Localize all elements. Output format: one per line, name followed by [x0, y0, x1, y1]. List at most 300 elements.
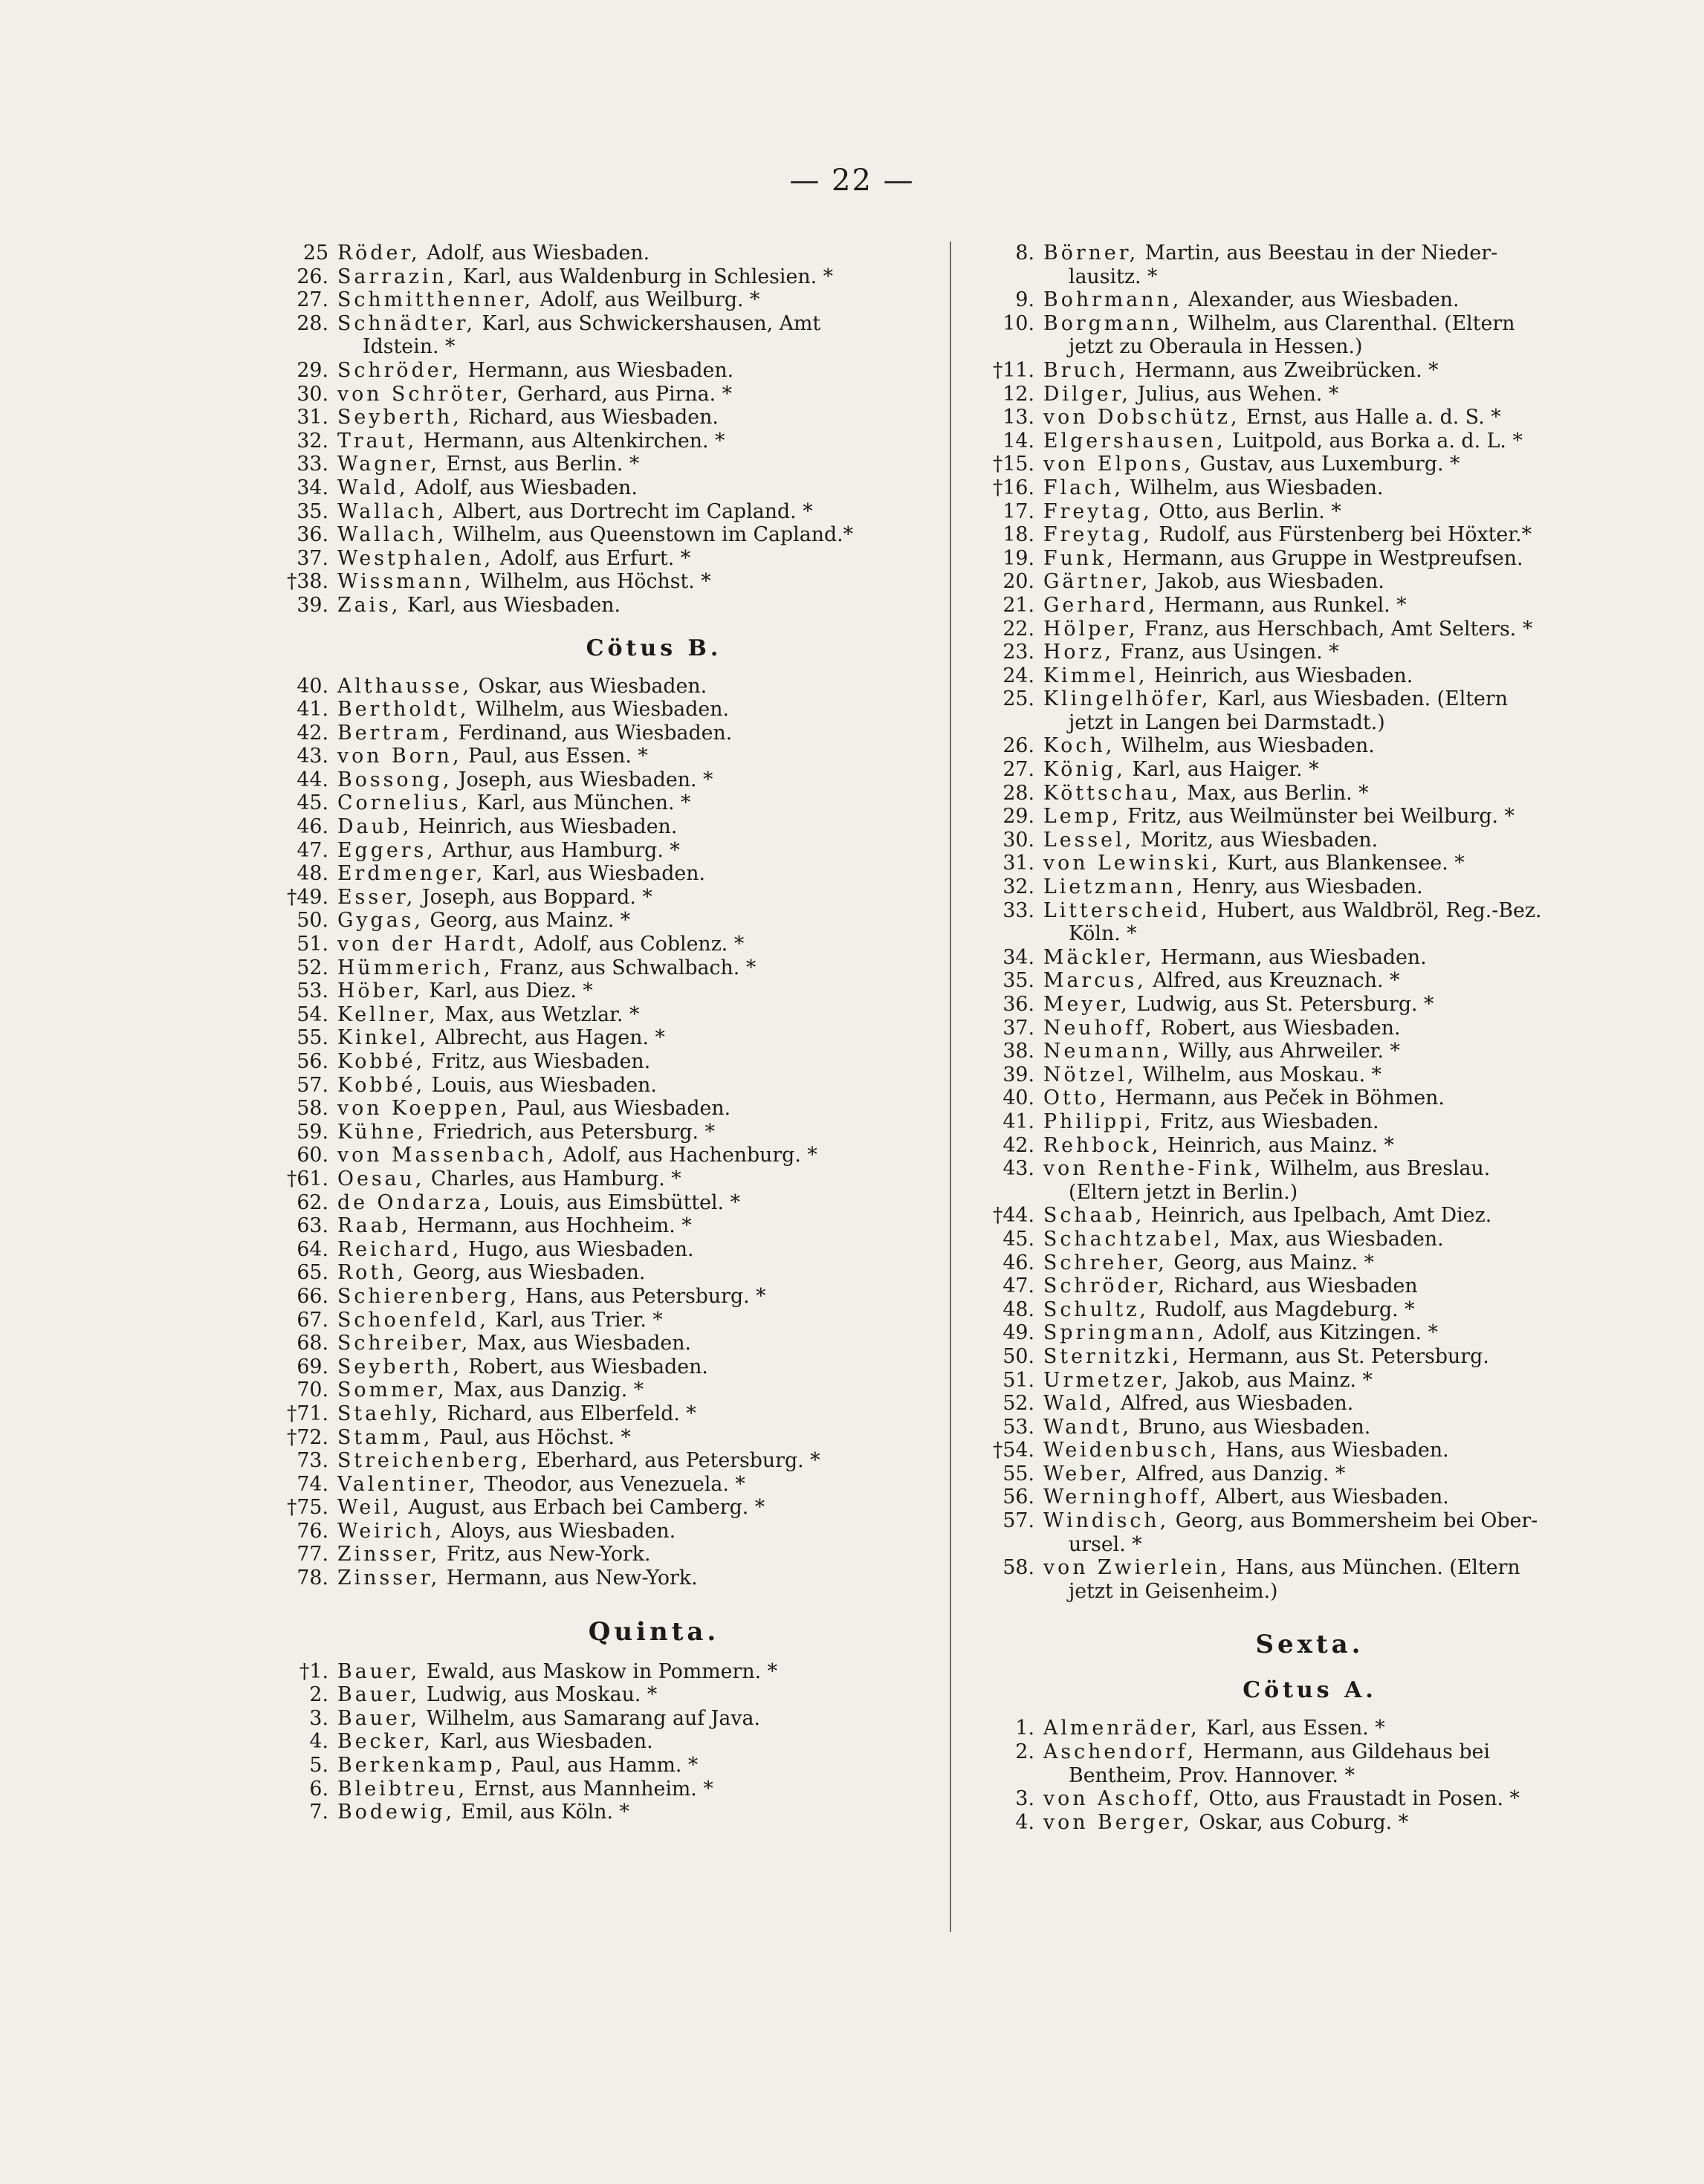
entry-text: [1043, 570, 1631, 594]
entry-text: [1043, 664, 1631, 688]
entry-number: 76.: [297, 1519, 328, 1543]
list-item: [988, 641, 1631, 664]
list-item: [988, 1134, 1631, 1158]
entry-number: 42.: [297, 721, 328, 745]
entry-text: [337, 956, 1026, 980]
entry-text: [1043, 618, 1631, 641]
list-item: [988, 1416, 1631, 1439]
student-details: Heinrich, aus Ipelbach, Amt Diez.: [1144, 1204, 1492, 1228]
student-list: [282, 1660, 1026, 1824]
list-item: [282, 1520, 1026, 1543]
entry-text: [337, 1167, 1026, 1191]
student-details: Hermann, aus St. Petersburg.: [1181, 1344, 1489, 1368]
student-details: Jakob, aus Mainz. *: [1170, 1368, 1373, 1392]
list-item: [282, 383, 1026, 406]
student-list: [988, 242, 1631, 1603]
entry-text: [1043, 1345, 1631, 1369]
entry-number: 31.: [1002, 852, 1034, 875]
entry-text: [337, 523, 1026, 547]
entry-number: 63.: [297, 1214, 328, 1238]
student-details: Hermann, aus New-York.: [440, 1566, 698, 1590]
entry-number: 43.: [297, 745, 328, 768]
entry-text: [1043, 430, 1631, 453]
list-item: [988, 1392, 1631, 1416]
list-item: [282, 675, 1026, 699]
student-details: Emil, aus Köln. *: [455, 1801, 629, 1824]
student-name: Hümmerich,: [337, 956, 493, 979]
list-item: [988, 1086, 1631, 1110]
student-details: Heinrich, aus Wiesbaden.: [1147, 664, 1413, 687]
list-item-continuation: [988, 1580, 1631, 1604]
entry-number: 58.: [297, 1097, 328, 1121]
student-name: von Schröter,: [337, 382, 511, 406]
entry-number: 55.: [297, 1026, 328, 1050]
student-details: Adolf, aus Erfurt. *: [493, 546, 691, 570]
student-details: Paul, aus Essen. *: [461, 745, 648, 768]
left-column: [282, 242, 1026, 1824]
entry-number: 27.: [297, 288, 328, 312]
student-details: Hermann, aus Wiesbaden.: [461, 358, 734, 382]
entry-number: 12.: [1002, 382, 1034, 406]
entry-text: [1043, 1228, 1631, 1251]
list-item: [988, 1439, 1631, 1462]
student-details: Hermann, aus Gildehaus bei: [1196, 1740, 1490, 1764]
student-details: Hermann, aus Zweibrücken. *: [1128, 358, 1439, 382]
student-details: Max, aus Danzig. *: [447, 1378, 644, 1402]
entry-text: [337, 933, 1026, 956]
entry-text: [337, 312, 1026, 336]
entry-text: [1043, 782, 1631, 806]
student-name: Wald,: [1043, 1392, 1115, 1416]
student-name: Staehly,: [337, 1402, 441, 1425]
entry-text: [337, 1566, 1026, 1590]
list-item-continuation: [988, 1764, 1631, 1788]
list-item: [282, 1050, 1026, 1074]
student-name: Kellner,: [337, 1002, 438, 1026]
student-name: Klingelhöfer,: [1043, 687, 1211, 711]
entry-text: [337, 909, 1026, 933]
student-name: Schnädter,: [337, 311, 476, 335]
entry-number: 41.: [1002, 1109, 1034, 1133]
list-item: [988, 1321, 1631, 1345]
student-name: Kimmel,: [1043, 664, 1148, 687]
student-name: Bohrmann,: [1043, 288, 1182, 312]
entry-text: [337, 815, 1026, 839]
student-name: Werninghoff,: [1043, 1485, 1210, 1509]
student-name: Nötzel,: [1043, 1063, 1137, 1086]
list-item: [988, 1274, 1631, 1298]
student-details: Adolf, aus Hachenburg. *: [557, 1144, 817, 1167]
list-item: [988, 476, 1631, 500]
student-name: von Aschoff,: [1043, 1787, 1202, 1811]
entry-text: [1043, 1764, 1631, 1788]
student-details: Julius, aus Wehen. *: [1131, 382, 1339, 406]
entry-number: 33.: [297, 453, 328, 476]
student-details: Paul, aus Hamm. *: [505, 1754, 699, 1778]
list-item: [988, 1017, 1631, 1040]
list-item: [988, 875, 1631, 899]
list-item: [282, 1378, 1026, 1402]
student-details: Ferdinand, aus Wiesbaden.: [451, 721, 733, 745]
entry-text: [1043, 993, 1631, 1017]
student-details: Fritz, aus Wiesbaden.: [425, 1050, 651, 1073]
student-details: Fritz, aus New-York.: [440, 1543, 651, 1566]
student-details: Adolf, aus Kitzingen. *: [1206, 1321, 1438, 1345]
entry-text: [1043, 359, 1631, 383]
list-item-continuation: [988, 1533, 1631, 1557]
student-name: Schultz,: [1043, 1297, 1149, 1321]
student-name: Meyer,: [1043, 993, 1130, 1016]
entry-number: 27.: [1002, 758, 1034, 782]
list-item: [282, 1426, 1026, 1450]
student-name: Elgershausen,: [1043, 429, 1226, 453]
list-item: [282, 453, 1026, 476]
entry-text: [1043, 946, 1631, 970]
student-details: Ernst, aus Mannheim. *: [467, 1777, 713, 1801]
student-name: Schaab,: [1043, 1204, 1145, 1228]
student-name: Marcus,: [1043, 969, 1147, 993]
student-details: Ernst, aus Halle a. d. S. *: [1240, 406, 1501, 430]
entry-text: [337, 430, 1026, 453]
list-item: [282, 815, 1026, 839]
student-name: Wissmann,: [337, 570, 474, 594]
student-name: Reichard,: [337, 1237, 462, 1261]
student-name: Kobbé,: [337, 1073, 426, 1097]
student-details: Charles, aus Hamburg. *: [424, 1167, 681, 1190]
student-name: Kühne,: [337, 1120, 427, 1144]
list-item: [282, 1309, 1026, 1332]
list-item: [988, 1110, 1631, 1134]
entry-text: [1043, 1063, 1631, 1087]
entry-number: 5.: [309, 1754, 328, 1778]
entry-text: [337, 839, 1026, 863]
list-item: [988, 1298, 1631, 1322]
entry-number: †44.: [992, 1204, 1034, 1228]
student-name: Zais,: [337, 593, 401, 617]
entry-text: [1043, 852, 1631, 875]
entry-number: 22.: [1002, 617, 1034, 641]
entry-number: 43.: [1002, 1157, 1034, 1181]
student-details: Karl, aus Haiger. *: [1125, 758, 1319, 782]
entry-text: [1043, 1439, 1631, 1462]
list-item: [988, 1251, 1631, 1275]
entry-text: [337, 1309, 1026, 1332]
entry-number: 3.: [309, 1706, 328, 1730]
entry-text: [337, 698, 1026, 722]
entry-text: [337, 1801, 1026, 1824]
list-item: [282, 698, 1026, 722]
student-name: Westphalen,: [337, 546, 494, 570]
list-item: [988, 1787, 1631, 1811]
entry-number: 21.: [1002, 593, 1034, 617]
entry-number: 36.: [297, 523, 328, 547]
entry-text: [337, 1261, 1026, 1285]
entry-text: [337, 1050, 1026, 1074]
student-details: Georg, aus Wiesbaden.: [406, 1261, 646, 1285]
list-item: [988, 664, 1631, 688]
entry-number: †71.: [286, 1402, 328, 1425]
student-details: Bruno, aus Wiesbaden.: [1131, 1415, 1371, 1439]
student-details: Willy, aus Ahrweiler. *: [1172, 1040, 1400, 1063]
entry-text: [1043, 1321, 1631, 1345]
student-name: Litterscheid,: [1043, 898, 1211, 922]
student-name: Schreiber,: [337, 1332, 471, 1355]
entry-text: [1043, 1086, 1631, 1110]
student-details: Joseph, aus Wiesbaden. *: [452, 768, 713, 791]
entry-number: 74.: [297, 1472, 328, 1496]
student-name: Horz,: [1043, 641, 1114, 664]
student-name: Erdmenger,: [337, 862, 486, 886]
entry-number: 66.: [297, 1284, 328, 1308]
list-item: [282, 1026, 1026, 1050]
student-name: Bleibtreu,: [337, 1777, 468, 1801]
entry-text: [337, 500, 1026, 524]
student-name: de Ondarza,: [337, 1190, 493, 1214]
student-name: Freytag,: [1043, 523, 1153, 547]
list-item: [988, 570, 1631, 594]
student-details: Karl, aus Wiesbaden.: [433, 1730, 653, 1754]
entry-number: 46.: [1002, 1251, 1034, 1274]
student-details: ursel. *: [1069, 1532, 1142, 1556]
list-item: [988, 523, 1631, 547]
list-item: [988, 500, 1631, 524]
entry-text: [337, 979, 1026, 1003]
entry-text: [337, 1332, 1026, 1355]
student-name: Schoenfeld,: [337, 1308, 489, 1332]
entry-number: 69.: [297, 1355, 328, 1378]
student-name: Schmitthenner,: [337, 288, 534, 312]
entry-number: 46.: [297, 815, 328, 839]
entry-number: 28.: [1002, 781, 1034, 805]
student-details: Richard, aus Elberfeld. *: [440, 1402, 696, 1425]
student-details: Joseph, aus Boppard. *: [415, 885, 652, 909]
student-details: Hermann, aus Peček in Böhmen.: [1109, 1086, 1445, 1110]
student-details: Wilhelm, aus Wiesbaden.: [469, 698, 730, 722]
entry-number: 45.: [297, 791, 328, 815]
student-details: Kurt, aus Blankensee. *: [1220, 852, 1465, 875]
entry-number: 49.: [1002, 1321, 1034, 1345]
student-name: Börner,: [1043, 242, 1139, 265]
entry-number: †54.: [992, 1439, 1034, 1462]
entry-number: 10.: [1002, 311, 1034, 335]
entry-text: [337, 1707, 1026, 1731]
entry-text: [337, 383, 1026, 406]
entry-text: [1043, 1485, 1631, 1509]
student-name: Gärtner,: [1043, 570, 1151, 594]
student-details: Hermann, aus Altenkirchen. *: [417, 429, 725, 453]
entry-text: [337, 675, 1026, 699]
list-item: [988, 430, 1631, 453]
section-heading-cotus-b: Cötus B.: [586, 635, 722, 661]
entry-text: [1043, 1462, 1631, 1486]
list-item: [282, 768, 1026, 792]
entry-number: 8.: [1015, 242, 1034, 265]
student-details: Max, aus Wiesbaden.: [470, 1332, 692, 1355]
student-details: Karl, aus Diez. *: [422, 979, 593, 1003]
entry-text: [337, 768, 1026, 792]
entry-number: 48.: [1002, 1297, 1034, 1321]
student-name: Kobbé,: [337, 1050, 426, 1073]
entry-number: 3.: [1015, 1787, 1034, 1811]
entry-text: [1043, 1533, 1631, 1557]
list-item: [988, 1157, 1631, 1181]
student-name: Schröder,: [1043, 1274, 1167, 1298]
entry-number: 25: [302, 242, 328, 265]
student-details: Georg, aus Bommersheim bei Ober-: [1169, 1509, 1538, 1533]
student-name: Mäckler,: [1043, 945, 1155, 969]
student-name: Köttschau,: [1043, 781, 1181, 805]
entry-number: 4.: [309, 1730, 328, 1754]
entry-text: [337, 453, 1026, 476]
list-item: [988, 1462, 1631, 1486]
entry-text: [337, 288, 1026, 312]
entry-text: [337, 1121, 1026, 1144]
student-details: Max, aus Berlin. *: [1180, 781, 1369, 805]
entry-text: [1043, 594, 1631, 618]
student-details: Köln. *: [1069, 922, 1137, 946]
list-item: [282, 1496, 1026, 1520]
student-details: Paul, aus Wiesbaden.: [510, 1097, 731, 1121]
entry-number: 2.: [309, 1683, 328, 1707]
entry-text: [337, 1191, 1026, 1215]
list-item: [988, 758, 1631, 782]
entry-number: 48.: [297, 862, 328, 886]
entry-number: 17.: [1002, 499, 1034, 523]
list-item: [282, 1097, 1026, 1121]
entry-text: [1043, 1134, 1631, 1158]
entry-number: 77.: [297, 1543, 328, 1566]
student-list: [282, 242, 1026, 618]
entry-number: †61.: [286, 1167, 328, 1190]
entry-text: [1043, 922, 1631, 946]
student-details: Franz, aus Usingen. *: [1113, 641, 1339, 664]
student-name: Weidenbusch,: [1043, 1439, 1220, 1462]
student-name: Philippi,: [1043, 1109, 1154, 1133]
list-item: [282, 500, 1026, 524]
student-details: Jakob, aus Wiesbaden.: [1150, 570, 1384, 594]
student-details: Paul, aus Höchst. *: [433, 1425, 631, 1449]
student-details: Fritz, aus Weilmünster bei Weilburg. *: [1121, 805, 1515, 829]
entry-text: [337, 476, 1026, 500]
entry-text: [1043, 1251, 1631, 1275]
entry-text: [1043, 1040, 1631, 1063]
list-item: [282, 359, 1026, 383]
list-item: [988, 242, 1631, 265]
list-item-continuation: [988, 922, 1631, 946]
student-name: Funk,: [1043, 546, 1116, 570]
list-item: [988, 1228, 1631, 1251]
entry-number: 41.: [297, 698, 328, 722]
student-name: Otto,: [1043, 1086, 1109, 1110]
student-name: Zinsser,: [337, 1566, 441, 1590]
entry-number: 40.: [1002, 1086, 1034, 1110]
student-name: Gygas,: [337, 909, 424, 933]
entry-number: 35.: [297, 499, 328, 523]
entry-text: [1043, 641, 1631, 664]
list-item: [282, 979, 1026, 1003]
entry-number: 1.: [1015, 1717, 1034, 1740]
entry-text: [1043, 899, 1631, 923]
student-details: Luitpold, aus Borka a. d. L. *: [1225, 429, 1523, 453]
entry-text: [337, 1683, 1026, 1707]
entry-number: 29.: [297, 358, 328, 382]
student-details: Martin, aus Beestau in der Nieder-: [1138, 242, 1498, 265]
list-item: [282, 265, 1026, 289]
student-details: Wilhelm, aus Clarenthal. (Eltern: [1182, 311, 1515, 335]
entry-text: [1043, 1369, 1631, 1393]
entry-text: [1043, 734, 1631, 758]
list-item: [988, 1485, 1631, 1509]
list-item: [988, 1556, 1631, 1580]
entry-text: [1043, 1580, 1631, 1604]
entry-number: 33.: [1002, 898, 1034, 922]
student-details: (Eltern jetzt in Berlin.): [1069, 1180, 1298, 1204]
list-item: [988, 1063, 1631, 1087]
student-name: Eggers,: [337, 838, 436, 862]
entry-text: [1043, 312, 1631, 336]
list-item: [282, 242, 1026, 265]
student-name: Bertram,: [337, 721, 452, 745]
entry-text: [337, 1754, 1026, 1778]
student-details: Robert, aus Wiesbaden.: [461, 1355, 708, 1378]
student-details: Louis, aus Wiesbaden.: [425, 1073, 657, 1097]
entry-number: 20.: [1002, 570, 1034, 594]
list-item: [988, 687, 1631, 711]
entry-text: [337, 594, 1026, 618]
student-details: Arthur, aus Hamburg. *: [435, 838, 680, 862]
entry-number: 34.: [1002, 945, 1034, 969]
entry-text: [1043, 1017, 1631, 1040]
student-details: Wilhelm, aus Breslau.: [1263, 1157, 1491, 1181]
student-name: Röder,: [337, 242, 421, 265]
entry-text: [337, 1496, 1026, 1520]
list-item: [988, 734, 1631, 758]
student-name: Sarrazin,: [337, 265, 457, 288]
section-heading-quinta: Quinta.: [588, 1616, 720, 1647]
entry-number: 42.: [1002, 1133, 1034, 1157]
entry-text: [1043, 711, 1631, 735]
student-details: Bentheim, Prov. Hannover. *: [1069, 1763, 1355, 1787]
student-details: Hugo, aus Wiesbaden.: [461, 1237, 694, 1261]
entry-number: 38.: [1002, 1040, 1034, 1063]
section-heading-sexta: Sexta.: [1255, 1630, 1364, 1660]
entry-number: 67.: [297, 1308, 328, 1332]
entry-number: 56.: [1002, 1485, 1034, 1509]
list-item: [988, 829, 1631, 852]
student-name: Kinkel,: [337, 1026, 430, 1050]
student-details: Adolf, aus Coblenz. *: [527, 933, 745, 956]
student-details: Hans, aus München. (Eltern: [1229, 1556, 1520, 1580]
entry-number: 64.: [297, 1237, 328, 1261]
list-item: [988, 782, 1631, 806]
student-name: von Massenbach,: [337, 1144, 557, 1167]
entry-text: [1043, 1110, 1631, 1134]
student-details: Alfred, aus Wiesbaden.: [1114, 1392, 1354, 1416]
student-name: Wallach,: [337, 523, 447, 547]
list-item: [988, 852, 1631, 875]
student-name: Berkenkamp,: [337, 1754, 505, 1778]
student-name: Roth,: [337, 1261, 406, 1285]
entry-text: [1043, 805, 1631, 829]
entry-text: [337, 1074, 1026, 1098]
entry-number: 78.: [297, 1566, 328, 1590]
student-name: Sternitzki,: [1043, 1344, 1182, 1368]
student-details: Hermann, aus Wiesbaden.: [1154, 945, 1427, 969]
student-details: Karl, aus Trier. *: [488, 1308, 663, 1332]
list-item: [282, 862, 1026, 886]
student-list: [282, 675, 1026, 1590]
list-item: [282, 1473, 1026, 1497]
